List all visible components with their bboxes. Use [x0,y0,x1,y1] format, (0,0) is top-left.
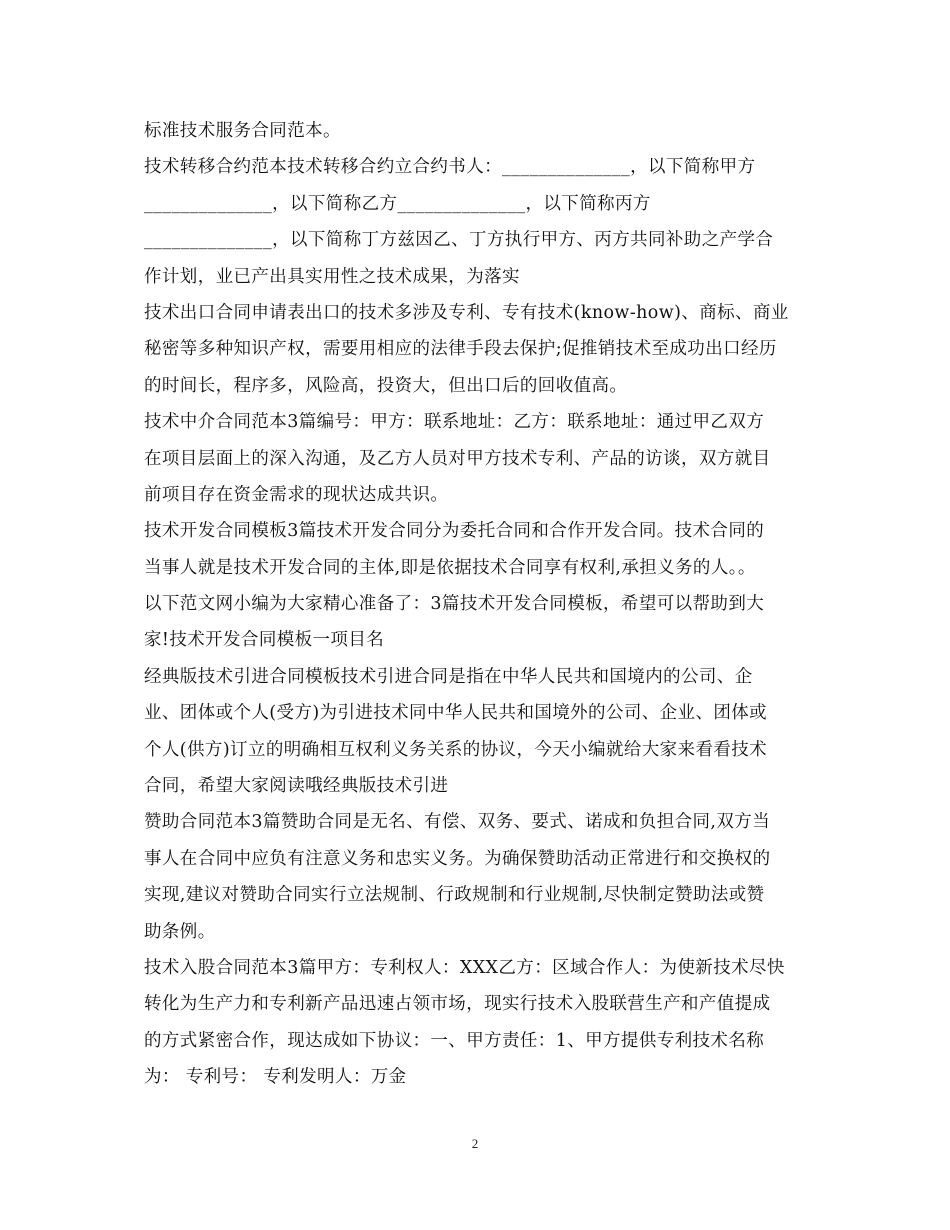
text-line: 个人(供方)订立的明确相互权利义务关系的协议，今天小编就给大家来看看技术 [144,739,768,760]
text-line: 技术转移合约范本技术转移合约立合约书人：______________，以下简称甲方 [144,157,756,178]
text-line: 技术开发合同模板3篇技术开发合同分为委托合同和合作开发合同。技术合同的 [144,521,765,542]
text-line: 助条例。 [144,921,216,942]
text-line: 标准技术服务合同范本。 [144,121,341,141]
page-number: 2 [471,1136,479,1151]
text-line: 作计划，业已产出具实用性之技术成果，为落实 [144,266,520,287]
text-line: 秘密等多种知识产权，需要用相应的法律手段去保护;促推销技术至成功出口经历 [144,339,777,360]
text-line: 经典版技术引进合同模板技术引进合同是指在中华人民共和国境内的公司、企 [144,666,753,687]
text-line: 业、团体或个人(受方)为引进技术同中华人民共和国境外的公司、企业、团体或 [144,703,768,724]
text-line: 家!技术开发合同模板一项目名 [144,630,385,651]
text-line: 以下范文网小编为大家精心准备了：3篇技术开发合同模板，希望可以帮助到大 [144,594,765,615]
text-line: 在项目层面上的深入沟通，及乙方人员对甲方技术专利、产品的访谈，双方就目 [144,448,771,469]
text-line: 事人在合同中应负有注意义务和忠实义务。为确保赞助活动正常进行和交换权的 [144,848,771,869]
text-line: ______________，以下简称丁方兹因乙、丁方执行甲方、丙方共同补助之产学合 [144,230,774,251]
text-line: 的方式紧密合作，现达成如下协议：一、甲方责任：1、甲方提供专利技术名称 [144,1030,765,1051]
text-line: 合同，希望大家阅读哦经典版技术引进 [144,776,449,797]
text-line: 技术中介合同范本3篇编号：甲方：联系地址：乙方：联系地址：通过甲乙双方 [144,412,765,433]
text-line: 赞助合同范本3篇赞助合同是无名、有偿、双务、要式、诺成和负担合同,双方当 [144,812,771,833]
document-body [144,113,814,1096]
text-line: 技术出口合同申请表出口的技术多涉及专利、专有技术(know-how)、商标、商业 [144,302,789,323]
text-line: 为： 专利号： 专利发明人：万金 [144,1067,407,1088]
text-line: 技术入股合同范本3篇甲方：专利权人：XXX乙方：区域合作人：为使新技术尽快 [144,957,785,978]
text-line: 前项目存在资金需求的现状达成共识。 [144,484,449,505]
text-line: 当事人就是技术开发合同的主体,即是依据技术合同享有权利,承担义务的人。。 [144,557,756,578]
text-line: 转化为生产力和专利新产品迅速占领市场，现实行技术入股联营生产和产值提成 [144,994,771,1015]
text-line: ______________，以下简称乙方______________，以下简称丙方 [144,193,651,214]
text-line: 的时间长，程序多，风险高，投资大，但出口后的回收值高。 [144,375,628,396]
text-line: 实现,建议对赞助合同实行立法规制、行政规制和行业规制,尽快制定赞助法或赞 [144,885,765,906]
